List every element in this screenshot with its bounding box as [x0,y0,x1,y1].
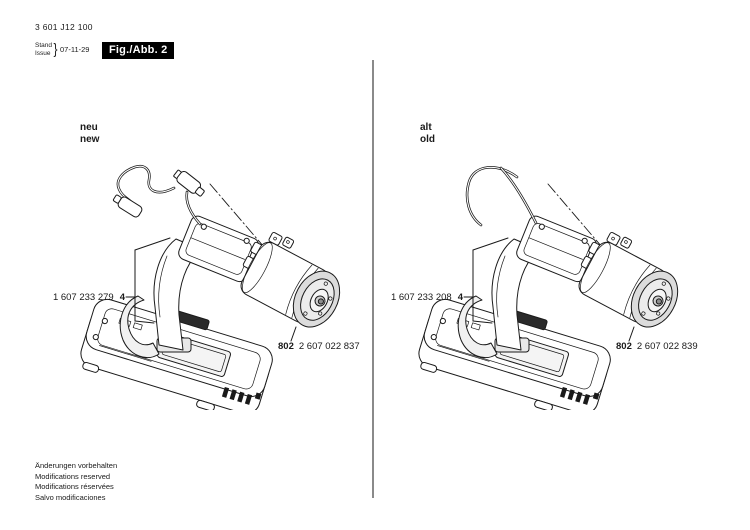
cable-connector-bottom [112,192,144,218]
motor-ref-number: 802 [278,341,294,352]
exploded-view-old [398,155,708,410]
exploded-view-new [60,155,370,410]
modifications-notice: Änderungen vorbehalten Modifications reserved Modifications réservées Salvo modificaciones [35,461,118,502]
issue-date: 07-11-29 [60,45,90,54]
power-cable-bare-wire [467,167,536,225]
issue-date-block [35,41,89,58]
power-cable-with-connectors [112,166,207,224]
position-number: 4 [457,292,463,303]
assembly-part-label-old: 1 607 233 208 4 [390,292,463,303]
issue-label: Issue [35,49,51,57]
motor-part-label-new: 802 2 607 022 837 [278,341,360,352]
variant-label-new: neu new [80,122,100,145]
motor-ref-number: 802 [616,341,632,352]
figure-label-badge: Fig./Abb. 2 [102,42,174,59]
cable-connector-top [172,167,207,198]
document-number: 3 601 J12 100 [35,22,93,32]
stand-label: Stand [35,41,52,49]
brace-glyph: } [53,41,58,58]
motor-part-label-old: 802 2 607 022 839 [616,341,698,352]
assembly-part-label-new: 1 607 233 279 4 [52,292,125,303]
center-divider-line [372,60,374,498]
position-number: 4 [119,292,125,303]
variant-label-old: alt old [420,122,435,145]
